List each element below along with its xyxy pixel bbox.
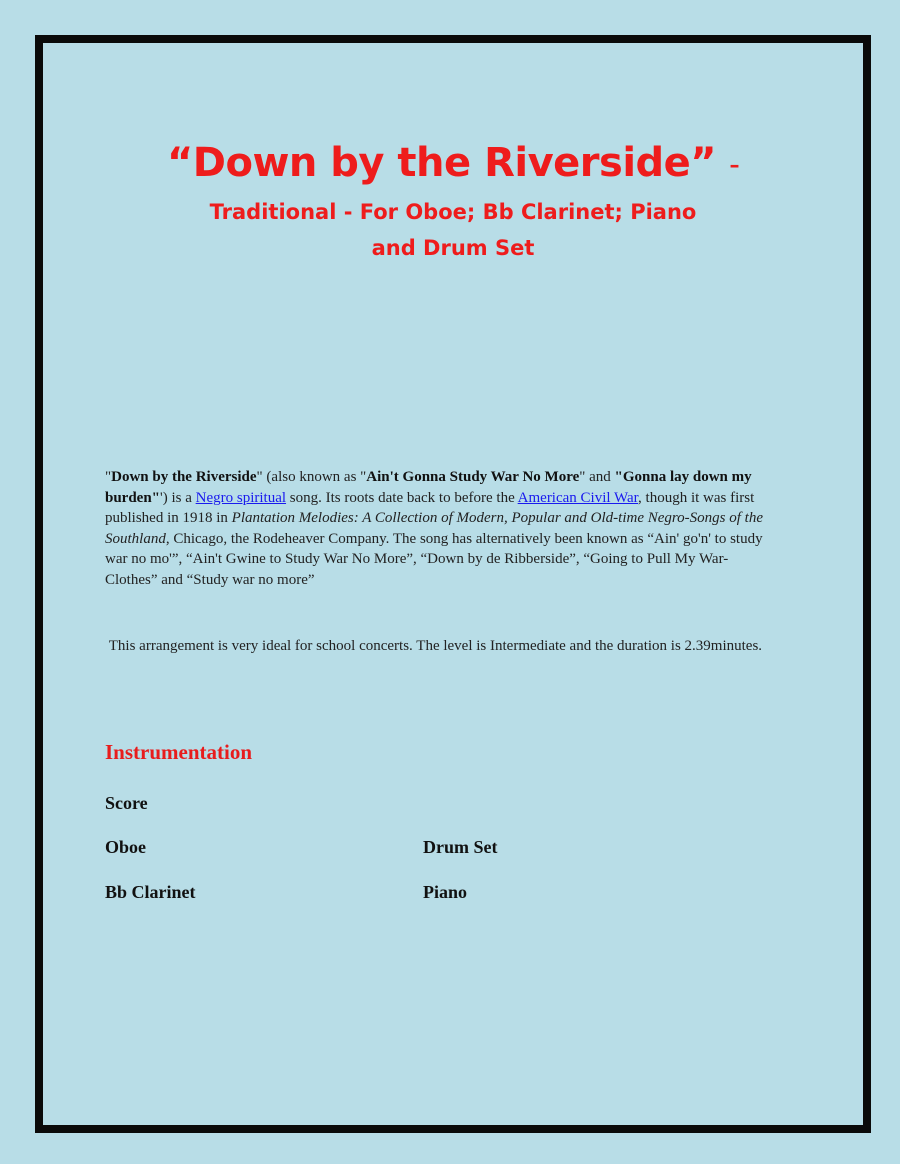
desc-text-5: , though it was first published in 1918 in bbox=[105, 489, 755, 527]
desc-text-2: " and bbox=[579, 469, 615, 485]
arrangement-note-text: This arrangement is very ideal for school concerts. The level is Intermediate and the duration is 2.39minutes. bbox=[108, 638, 763, 654]
desc-text-1: " (also known as " bbox=[256, 469, 367, 485]
instrumentation-heading: Instrumentation bbox=[105, 740, 253, 764]
instrument-drum-set: Drum Set bbox=[423, 837, 498, 857]
negro-spiritual-link[interactable]: Negro spiritual bbox=[195, 489, 287, 506]
subtitle-line-2: and Drum Set bbox=[371, 236, 535, 260]
page-border-frame bbox=[35, 35, 871, 1133]
description-paragraph bbox=[105, 467, 770, 591]
subtitle-line-1: Traditional - For Oboe; Bb Clarinet; Piano bbox=[209, 200, 697, 224]
instrument-oboe: Oboe bbox=[105, 837, 147, 857]
american-civil-war-link[interactable]: American Civil War bbox=[517, 489, 639, 506]
desc-text-4: song. Its roots date back to before the bbox=[286, 489, 518, 506]
title-text: “Down by the Riverside” bbox=[166, 140, 717, 186]
instrument-score: Score bbox=[105, 793, 148, 813]
instrument-piano: Piano bbox=[423, 882, 468, 902]
instrument-bb-clarinet: Bb Clarinet bbox=[105, 882, 196, 902]
title-dash: – bbox=[729, 153, 740, 177]
song-title: Down by the Riverside bbox=[111, 469, 257, 485]
alt-title-2: "Gonna lay down my burden" bbox=[105, 469, 752, 506]
quote-mark: " bbox=[105, 469, 112, 485]
alt-title-1: Ain't Gonna Study War No More bbox=[366, 469, 580, 485]
desc-text-6: , Chicago, the Rodeheaver Company. The song has alternatively been known as “Ain' go'n' to study war no mo'”, “Ain't Gwine to Study War No More”, “Down by de Ribberside”, “Going to Pull My War-Clothes” and “Study war no more” bbox=[105, 530, 763, 588]
title-block bbox=[43, 135, 863, 265]
desc-text-3: ') is a bbox=[160, 489, 196, 506]
book-title: Plantation Melodies: A Collection of Modern, Popular and Old-time Negro-Songs of the Southland bbox=[105, 510, 764, 547]
arrangement-note bbox=[105, 636, 805, 657]
page-title bbox=[43, 135, 863, 193]
